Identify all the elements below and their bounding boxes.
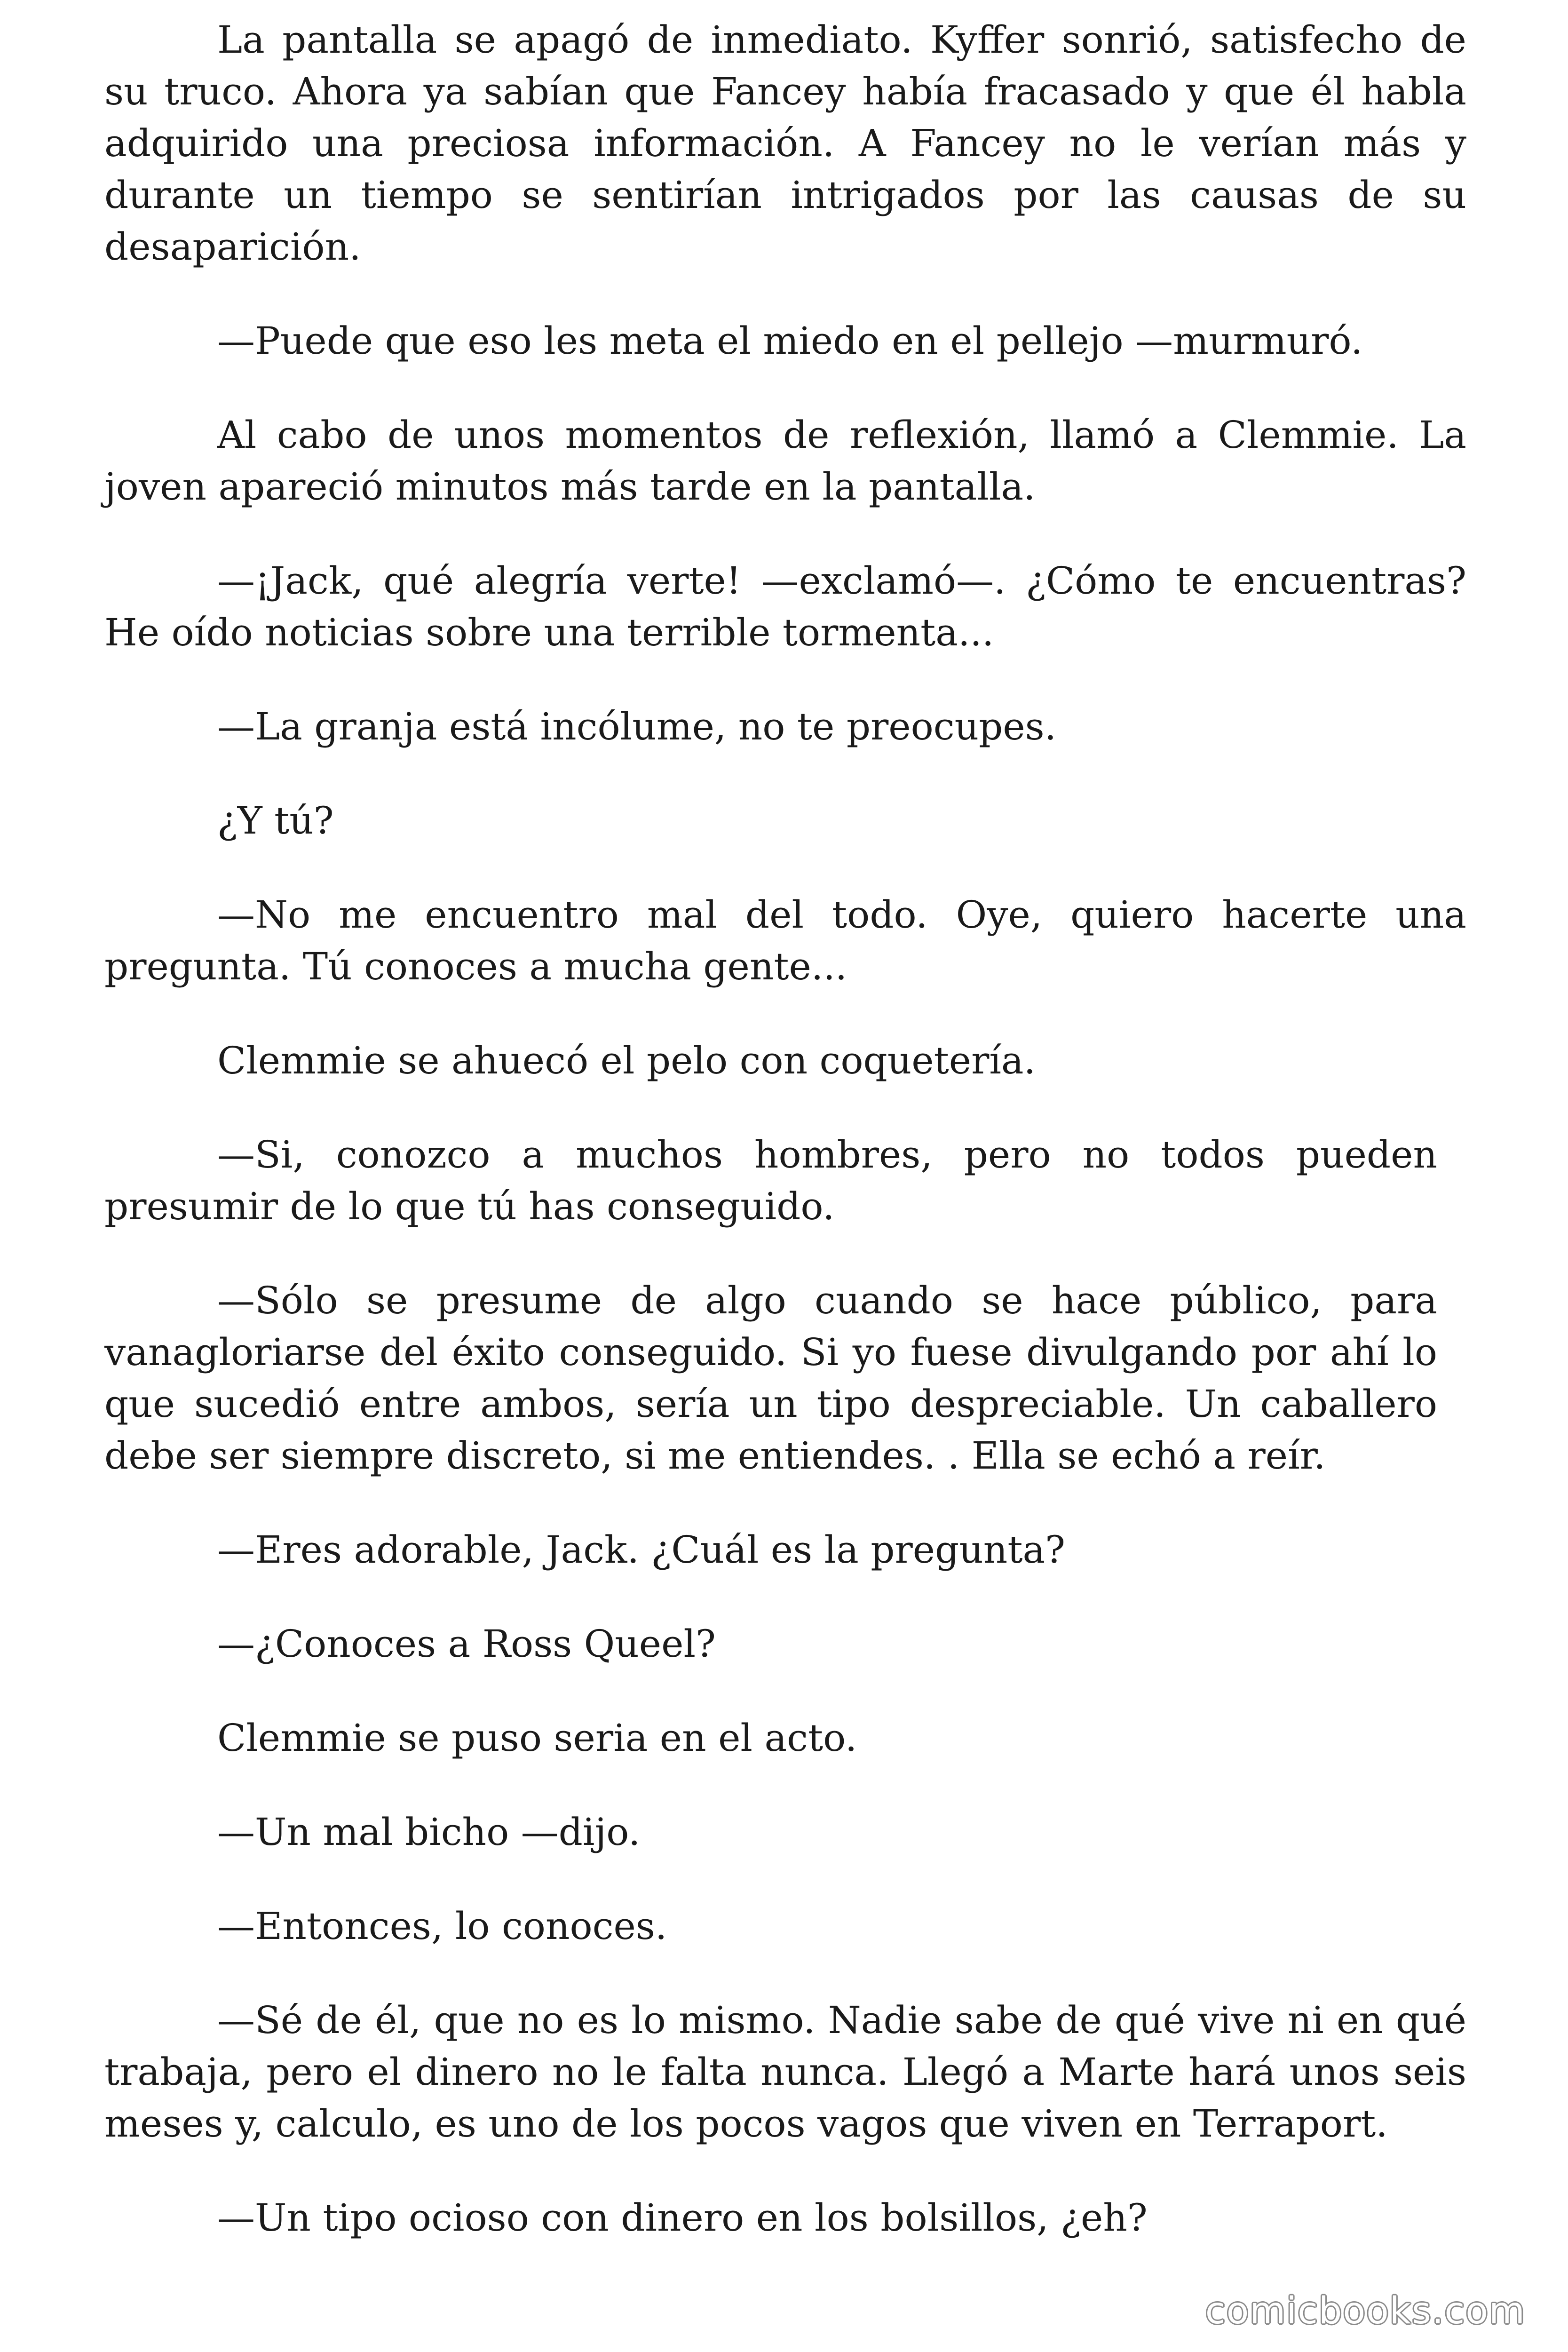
paragraph: —Un tipo ocioso con dinero en los bolsillos, ¿eh?	[217, 2196, 1148, 2240]
watermark: comicbooks.com	[1205, 2290, 1526, 2332]
paragraph: —No me encuentro mal del todo. Oye, quiero hacerte una pregunta. Tú conoces a mucha gente...	[104, 893, 1466, 988]
paragraph: La pantalla se apagó de inmediato. Kyffer sonrió, satisfecho de su truco. Ahora ya sabían que Fancey había fracasado y que él habla adquirido una preciosa información. A Fancey no le verían más y durante un tiempo se sentirían intrigados por las causas de su desaparición.	[104, 18, 1466, 269]
paragraph: —Un mal bicho —dijo.	[217, 1810, 641, 1854]
paragraph: —¡Jack, qué alegría verte! —exclamó—. ¿Cómo te encuentras? He oído noticias sobre una terrible tormenta...	[104, 559, 1466, 654]
paragraph: Al cabo de unos momentos de reflexión, llamó a Clemmie. La joven apareció minutos más tarde en la pantalla.	[104, 413, 1466, 509]
paragraph: ¿Y tú?	[217, 799, 334, 842]
paragraph: —Sólo se presume de algo cuando se hace público, para vanagloriarse del éxito conseguido. Si yo fuese divulgando por ahí lo que sucedió entre ambos, sería un tipo despreciable. Un caballero debe ser siempre discreto, si me entiendes. . Ella se echó a reír.	[104, 1279, 1437, 1478]
paragraph: —Entonces, lo conoces.	[217, 1904, 667, 1948]
paragraph: —La granja está incólume, no te preocupes.	[217, 705, 1057, 748]
paragraph: Clemmie se ahuecó el pelo con coquetería.	[217, 1039, 1036, 1082]
paragraph: —Sé de él, que no es lo mismo. Nadie sabe de qué vive ni en qué trabaja, pero el dinero no le falta nunca. Llegó a Marte hará unos seis meses y, calculo, es uno de los pocos vagos que viven en Terraport.	[104, 1998, 1466, 2145]
paragraph: Clemmie se puso seria en el acto.	[217, 1716, 857, 1760]
paragraph: —Si, conozco a muchos hombres, pero no todos pueden presumir de lo que tú has conseguido.	[104, 1133, 1437, 1228]
paragraph: —Puede que eso les meta el miedo en el pellejo —murmuró.	[217, 319, 1363, 363]
page-text	[104, 14, 1466, 2244]
paragraph: —Eres adorable, Jack. ¿Cuál es la pregunta?	[217, 1528, 1066, 1572]
paragraph: —¿Conoces a Ross Queel?	[217, 1622, 716, 1666]
